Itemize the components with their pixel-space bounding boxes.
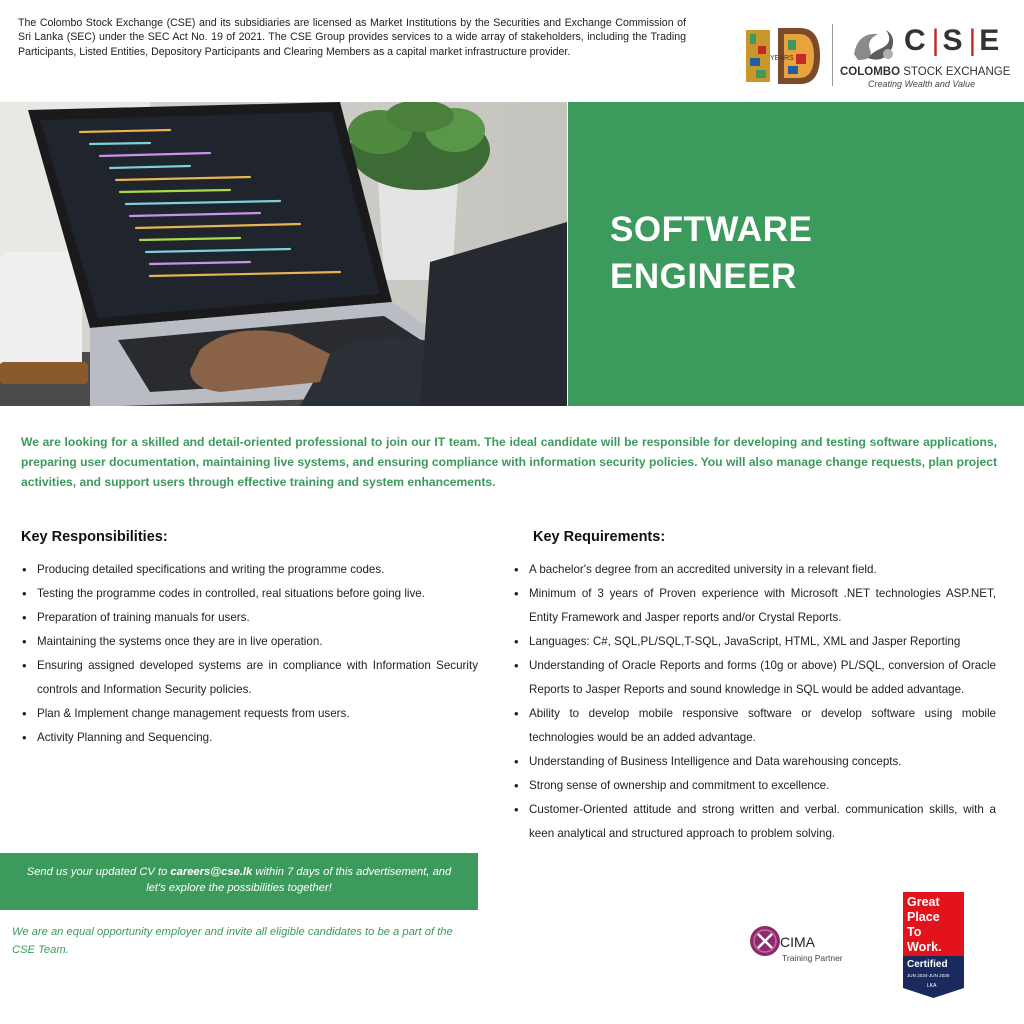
list-item: • A bachelor's degree from an accredited university in a relevant field. xyxy=(513,558,996,582)
job-title-line-1: SOFTWARE xyxy=(610,210,813,249)
cse-logo xyxy=(744,20,1014,92)
cima-subtitle: Training Partner xyxy=(782,953,843,963)
anniversary-years-label: YEARS xyxy=(770,55,794,62)
list-item: • Languages: C#, SQL,PL/SQL,T-SQL, JavaScript, HTML, XML and Jasper Reporting xyxy=(513,630,996,654)
gptw-line-1: Great xyxy=(907,895,940,909)
cta-suffix: within 7 days of this advertisement, and xyxy=(252,866,452,878)
cse-logo-letters: C | S | E xyxy=(904,24,1003,57)
gptw-line-2: Place xyxy=(907,910,940,924)
gptw-certified-label: Certified xyxy=(907,959,948,970)
list-item: • Activity Planning and Sequencing. xyxy=(21,726,478,750)
cse-logo-tagline: Creating Wealth and Value xyxy=(868,79,976,89)
responsibilities-heading: Key Responsibilities: xyxy=(21,529,168,545)
logo-divider xyxy=(832,24,833,86)
laptop-illustration xyxy=(0,102,567,406)
disclaimer-text: The Colombo Stock Exchange (CSE) and its subsidiaries are licensed as Market Institutions by the Securities and Exchange Commission of Sri Lanka (SEC) under the SEC Act No. 19 of 2021. The CSE Group provides services to a wide array of stakeholders, including the Trading Participants, Listed Entities, Depository Participants and Clearing Members as a capital market infrastructure provider. xyxy=(18,17,686,58)
list-item: • Understanding of Oracle Reports and forms (10g or above) PL/SQL, conversion of Oracle Reports to Jasper Reports and sound knowledge in SQL would be added advantage. xyxy=(513,654,996,702)
list-item: • Testing the programme codes in controlled, real situations before going live. xyxy=(21,582,478,606)
hero-laptop-photo xyxy=(0,102,567,406)
job-title-line-2: ENGINEER xyxy=(610,257,797,296)
list-item: • Ability to develop mobile responsive software or develop software using mobile technologies would be an added advantage. xyxy=(513,702,996,750)
cse-letter-c: C xyxy=(904,24,929,57)
list-item: • Producing detailed specifications and writing the programme codes. xyxy=(21,558,478,582)
apply-call-to-action xyxy=(0,853,478,910)
list-item: • Minimum of 3 years of Proven experience with Microsoft .NET technologies ASP.NET, Entity Framework and Jasper reports and/or Crystal Reports. xyxy=(513,582,996,630)
gptw-dates: JUN 2024-JUN 2025 xyxy=(907,973,950,978)
gptw-country: LKA xyxy=(927,983,937,989)
responsibilities-list xyxy=(21,558,478,750)
cse-letter-s: S xyxy=(942,24,966,57)
hero-title-panel xyxy=(568,102,1024,406)
list-item: • Preparation of training manuals for users. xyxy=(21,606,478,630)
list-item: • Ensuring assigned developed systems are in compliance with Information Security controls and Information Security policies. xyxy=(21,654,478,702)
requirements-heading: Key Requirements: xyxy=(533,529,666,545)
gptw-certified-shield xyxy=(903,956,964,998)
list-item: • Strong sense of ownership and commitment to excellence. xyxy=(513,774,996,798)
intro-paragraph: We are looking for a skilled and detail-oriented professional to join our IT team. The ideal candidate will be responsible for developing and testing software applications, preparing user documentation, maintaining live systems, and ensuring compliance with information security policies. You will also manage change requests, plan project activities, and support users through effective training and system enhancements. xyxy=(21,435,997,489)
gptw-line-3: To xyxy=(907,925,922,939)
equal-opportunity-statement: We are an equal opportunity employer and invite all eligible candidates to be a part of the CSE Team. xyxy=(12,926,453,956)
great-place-to-work-badge xyxy=(903,892,964,998)
list-item: • Understanding of Business Intelligence and Data warehousing concepts. xyxy=(513,750,996,774)
cse-letter-e: E xyxy=(979,24,1003,57)
gptw-line-4: Work. xyxy=(907,940,942,954)
cse-logo-name xyxy=(840,66,1010,78)
gptw-red-panel xyxy=(903,892,964,956)
cima-name: CIMA xyxy=(780,934,815,950)
list-item: • Customer-Oriented attitude and strong written and verbal. communication skills, with a keen analytical and structured approach to problem solving. xyxy=(513,798,996,846)
list-item: • Maintaining the systems once they are in live operation. xyxy=(21,630,478,654)
job-title xyxy=(610,206,990,300)
cta-prefix: Send us your updated CV to xyxy=(26,866,171,878)
cima-logo xyxy=(750,926,860,970)
careers-email-link[interactable]: careers@cse.lk xyxy=(170,866,253,878)
cse-logo-name-rest: STOCK EXCHANGE xyxy=(900,66,1011,78)
cta-line-2: let's explore the possibilities together! xyxy=(146,882,332,894)
cse-logo-name-bold: COLOMBO xyxy=(840,66,901,78)
list-item: • Plan & Implement change management requests from users. xyxy=(21,702,478,726)
anniversary-40-years-logo xyxy=(744,24,824,88)
cima-emblem-icon xyxy=(750,926,780,956)
requirements-list xyxy=(513,558,996,846)
cse-swirl-icon xyxy=(848,24,902,66)
